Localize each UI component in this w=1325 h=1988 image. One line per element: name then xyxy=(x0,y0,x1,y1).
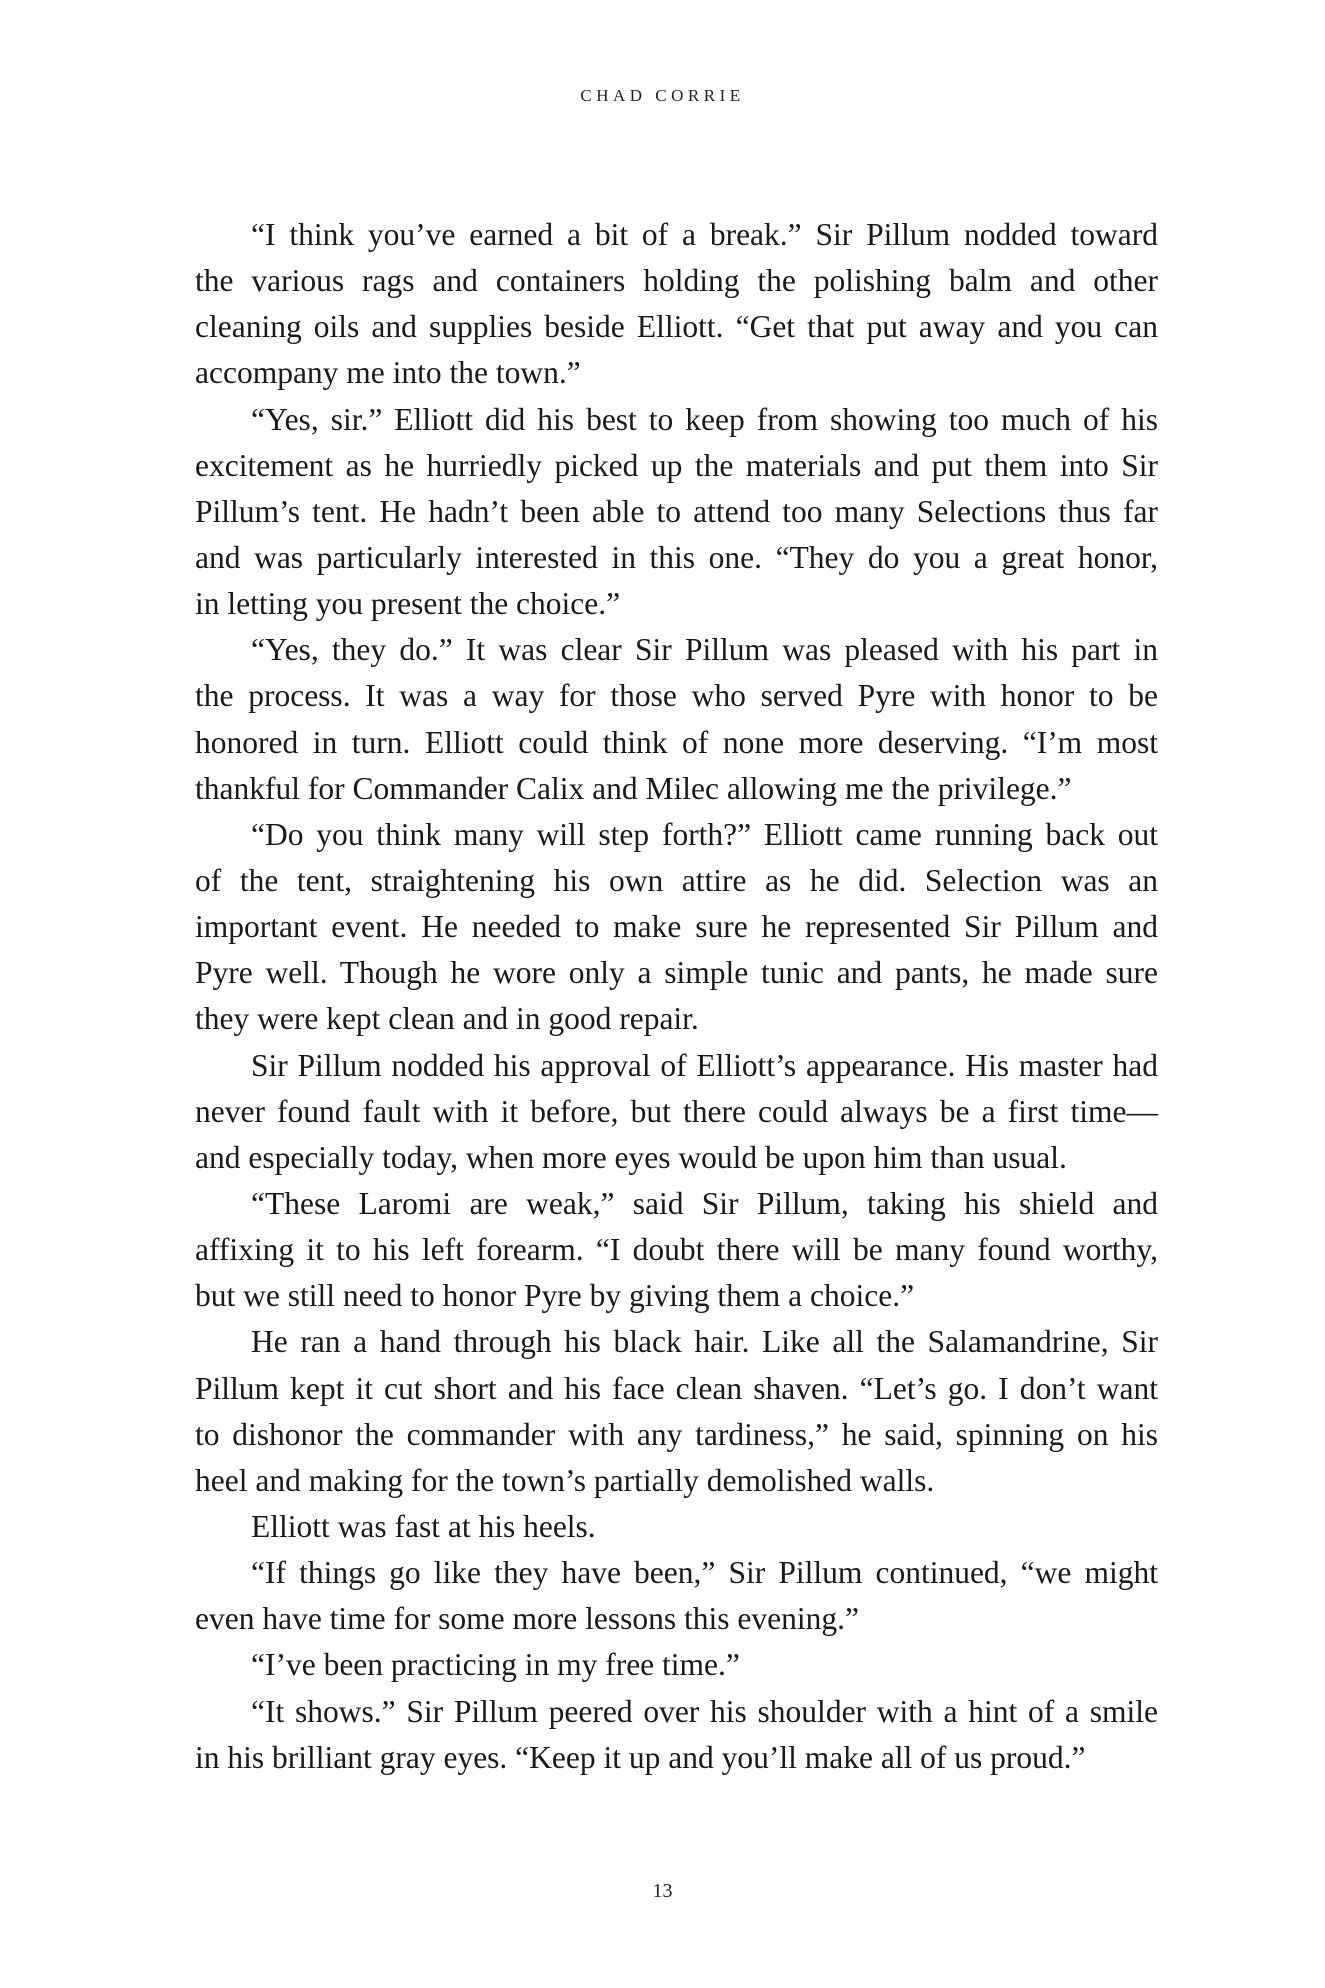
text-line: but we still need to honor Pyre by giving them a choice.” xyxy=(195,1278,915,1314)
text-line: important event. He needed to make sure he represented Sir Pillum and xyxy=(195,909,1158,945)
text-line: the process. It was a way for those who served Pyre with honor to be xyxy=(195,678,1158,714)
paragraph xyxy=(195,1689,1158,1781)
paragraph xyxy=(195,1043,1158,1181)
text-line: excitement as he hurriedly picked up the materials and put them into Sir xyxy=(195,447,1158,483)
text-line: in letting you present the choice.” xyxy=(195,586,621,622)
paragraph xyxy=(195,212,1158,397)
text-line: “Yes, they do.” It was clear Sir Pillum was pleased with his part in xyxy=(251,632,1158,668)
text-line: “Yes, sir.” Elliott did his best to keep from showing too much of his xyxy=(251,401,1158,437)
paragraph xyxy=(195,1504,1158,1550)
paragraph xyxy=(195,1550,1158,1642)
text-line: accompany me into the town.” xyxy=(195,355,581,391)
text-line: Pillum’s tent. He hadn’t been able to attend too many Selections thus far xyxy=(195,493,1158,529)
paragraph xyxy=(195,1642,1158,1688)
paragraph xyxy=(195,1181,1158,1319)
text-line: heel and making for the town’s partially demolished walls. xyxy=(195,1462,935,1498)
paragraph xyxy=(195,627,1158,812)
text-line: Pillum kept it cut short and his face clean shaven. “Let’s go. I don’t want xyxy=(195,1370,1158,1406)
text-line: and was particularly interested in this one. “They do you a great honor, xyxy=(195,539,1158,575)
text-line: they were kept clean and in good repair. xyxy=(195,1001,699,1037)
text-line: of the tent, straightening his own attire as he did. Selection was an xyxy=(195,862,1158,898)
text-line: cleaning oils and supplies beside Elliott. “Get that put away and you can xyxy=(195,309,1158,345)
text-line: Sir Pillum nodded his approval of Elliott’s appearance. His master had xyxy=(251,1047,1158,1083)
running-head: CHAD CORRIE xyxy=(580,86,745,105)
text-line: He ran a hand through his black hair. Like all the Salamandrine, Sir xyxy=(251,1324,1158,1360)
paragraph xyxy=(195,812,1158,1043)
body-text xyxy=(195,212,1158,1781)
text-line: thankful for Commander Calix and Milec allowing me the privilege.” xyxy=(195,770,1072,806)
text-line: never found fault with it before, but there could always be a first time— xyxy=(195,1093,1158,1129)
text-line: Elliott was fast at his heels. xyxy=(251,1508,596,1544)
paragraph xyxy=(195,1319,1158,1504)
text-line: honored in turn. Elliott could think of none more deserving. “I’m most xyxy=(195,724,1158,760)
text-line: in his brilliant gray eyes. “Keep it up and you’ll make all of us proud.” xyxy=(195,1739,1086,1775)
text-line: to dishonor the commander with any tardiness,” he said, spinning on his xyxy=(195,1416,1158,1452)
text-line: and especially today, when more eyes would be upon him than usual. xyxy=(195,1139,1067,1175)
text-line: “If things go like they have been,” Sir Pillum continued, “we might xyxy=(251,1555,1158,1591)
text-line: the various rags and containers holding the polishing balm and other xyxy=(195,263,1158,299)
paragraph xyxy=(195,397,1158,628)
text-line: “These Laromi are weak,” said Sir Pillum, taking his shield and xyxy=(251,1185,1158,1221)
text-line: even have time for some more lessons this evening.” xyxy=(195,1601,859,1637)
text-line: “I’ve been practicing in my free time.” xyxy=(251,1647,740,1683)
page-number: 13 xyxy=(652,1880,673,1902)
text-line: “Do you think many will step forth?” Elliott came running back out xyxy=(251,816,1158,852)
text-line: affixing it to his left forearm. “I doubt there will be many found worthy, xyxy=(195,1232,1158,1268)
text-line: “I think you’ve earned a bit of a break.” Sir Pillum nodded toward xyxy=(251,217,1158,252)
text-line: Pyre well. Though he wore only a simple tunic and pants, he made sure xyxy=(195,955,1158,991)
text-line: “It shows.” Sir Pillum peered over his shoulder with a hint of a smile xyxy=(251,1693,1158,1729)
